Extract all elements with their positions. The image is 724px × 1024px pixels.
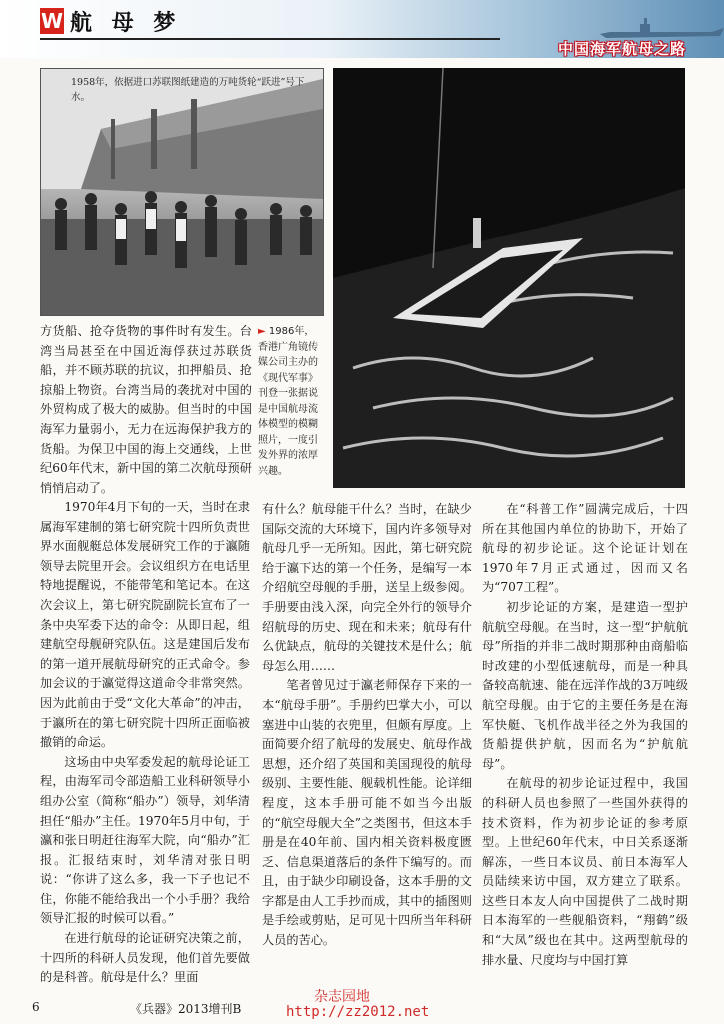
caption-arrow-icon: ►	[258, 326, 266, 337]
section-badge: W	[40, 9, 64, 33]
body-column-1-top	[40, 322, 252, 498]
paragraph: 1970年4月下旬的一天，当时在隶属海军建制的第七研究院十四所负责世界水面舰艇总体发展研究工作的于瀛随领导去院里开会。会议组织方在电话里特地提醒说，不能带笔和笔记本。在这次会议上，第七研究院副院长宣布了一条中央军委下达的命令：从即日起，组建航空母舰研究队伍。这是建国后发布的第一道开展航母研究的正式命令。参加会议的于瀛觉得这道命令非常突然。因为此前由于受“文化大革命”的冲击，于瀛所在的第七研究院十四所正面临被撤销的命运。	[40, 500, 250, 750]
carrier-model-illustration	[333, 68, 685, 488]
paragraph: 笔者曾见过于瀛老师保存下来的一本“航母手册”。手册约巴掌大小，可以塞进中山装的衣兜里，但颇有厚度。上面简要介绍了航母的发展史、航母作战思想，还介绍了英国和美国现役的航母级别、主要性能、舰载机性能。论详细程度，这本手册可能不如当今出版的“航空母舰大全”之类图书，但这本手册是在40年前、国内相关资料极度匮乏、信息渠道落后的条件下编写的。而且，由于缺少印刷设备，这本手册的文字都是由人工手抄而成，其中的插图则是手绘或剪贴，足可见十四所当年科研人员的苦心。	[262, 678, 472, 948]
paragraph: 在进行航母的论证研究决策之前，十四所的科研人员发现，他们首先要做的是科普。航母是什么？里面	[40, 931, 250, 985]
paragraph: 方货船、抢夺货物的事件时有发生。台湾当局甚至在中国近海俘获过苏联货船，并不顾苏联的抗议，扣押船员、抢掠船上物资。台湾当局的袭扰对中国的外贸构成了极大的威胁。但当时的中国海军力量弱小，无力在远海保护我方的货船。为保卫中国的海上交通线，上世纪60年代末，新中国的第二次航母预研悄悄启动了。	[40, 324, 252, 495]
series-title: 中国海军航母之路	[557, 40, 686, 58]
ship-launch-illustration	[41, 69, 323, 315]
watermark-name: 杂志园地	[314, 989, 370, 1005]
body-column-3	[482, 500, 688, 970]
paragraph: 有什么？航母能干什么？当时，在缺少国际交流的大环境下，国内许多领导对航母几乎一无所知。因此，第七研究院给于瀛下达的第一个任务，是编写一本介绍航空母舰的手册，送呈上级参阅。手册要由浅入深，向完全外行的领导介绍航母的历史、现在和未来；航母有什么优缺点，航母的关键技术是什么；航母怎么用……	[262, 502, 472, 673]
paragraph: 在“科普工作”圆满完成后，十四所在其他国内单位的协助下，开始了航母的初步论证。这个论证计划在1970年7月正式通过，因而又名为“707工程”。	[482, 502, 688, 595]
watermark-url[interactable]: http://zz2012.net	[286, 1004, 430, 1020]
section-title: 航 母 梦	[70, 10, 182, 36]
paragraph: 在航母的初步论证过程中，我国的科研人员也参照了一些国外获得的技术资料，作为初步论证的参考原型。上世纪60年代末，中日关系逐渐解冻，一些日本议员、前日本海军人员陆续来访中国，双方建立了联系。这些日本友人向中国提供了二战时期日本海军的一些舰船资料，“翔鹤”级和“大凤”级也在其中。这两型航母的排水量、尺度均与中国打算	[482, 776, 688, 967]
body-column-1	[40, 498, 250, 988]
right-photo-caption: ► 1986年，香港广角镜传媒公司主办的《现代军事》刊登一张据说是中国航母流体模型的模糊照片，一度引发外界的浓厚兴趣。	[258, 326, 318, 477]
left-photo-caption: 1958年，依据进口苏联图纸建造的万吨货轮“跃进”号下水。	[71, 77, 305, 103]
page-number: 6	[32, 1000, 40, 1014]
carrier-model-photo	[333, 68, 685, 488]
footer-magazine-name: 《兵器》2013增刊B	[130, 1002, 242, 1016]
paragraph: 这场由中央军委发起的航母论证工程，由海军司令部造船工业科研领导小组办公室（简称“船办”）领导，刘华清担任“船办”主任。1970年5月中旬，于瀛和张日明赶往海军大院，向“船办”汇报。汇报结束时，刘华清对张日明说：“你讲了这么多，我一下子也记不住，你能不能给我出一个小手册？我给领导汇报的时候可以看。”	[40, 754, 250, 926]
body-column-2	[262, 500, 472, 951]
header-divider	[40, 38, 500, 40]
carrier-silhouette-icon	[600, 14, 724, 40]
paragraph: 初步论证的方案，是建造一型护航航空母舰。在当时，这一型“护航航母”所指的并非二战时期那种由商船临时改建的小型低速航母，而是一种具备较高航速、能在远洋作战的3万吨级航空母舰。由于它的主要任务是在海军快艇、飞机作战半径之外为我国的货船提供护航，因而名为“护航航母”。	[482, 599, 688, 771]
ship-launch-photo	[40, 68, 324, 316]
